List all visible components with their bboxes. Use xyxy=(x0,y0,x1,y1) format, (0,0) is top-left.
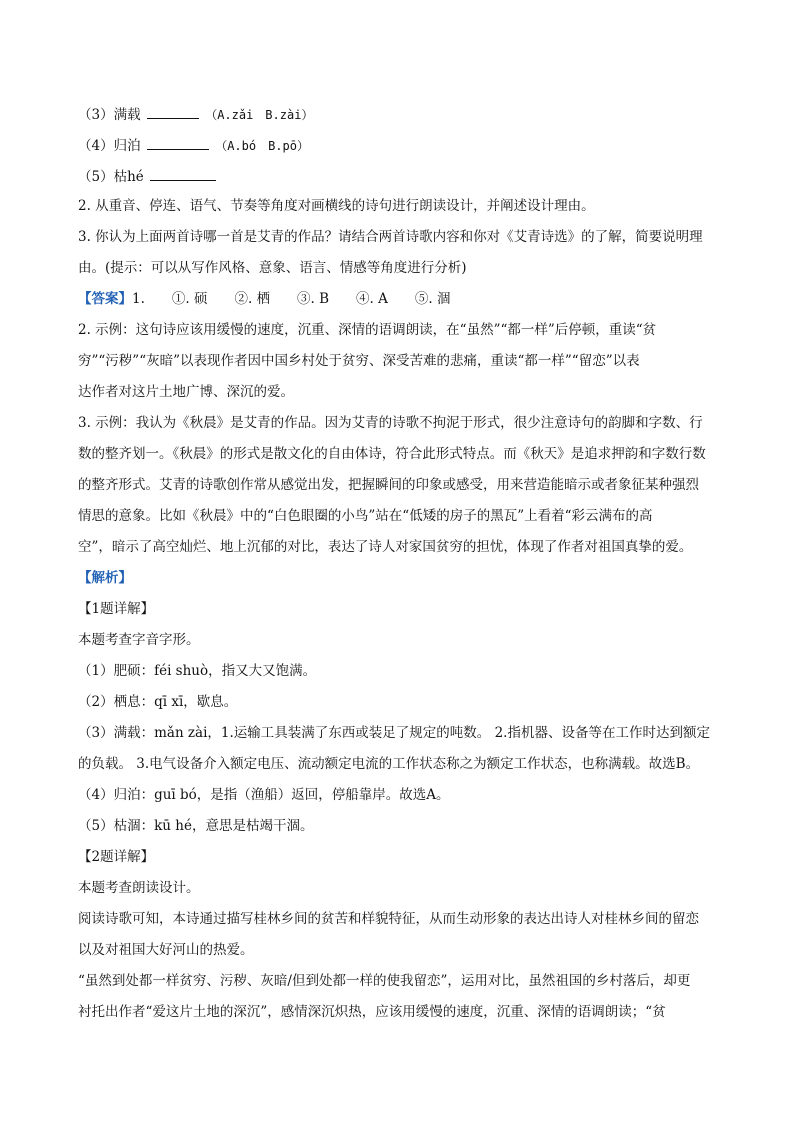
section-1-intro: 本题考查字音字形。 xyxy=(78,632,200,648)
answer-3-line-4: 情思的意象。比如《秋晨》中的“白色眼圈的小鸟”站在“低矮的房子的黑瓦”上看着“彩云满布的高 xyxy=(78,508,653,524)
answer-blank xyxy=(147,104,199,119)
answer-tag: 【答案】 xyxy=(78,291,132,307)
answer-3-line-2: 数的整齐划一。《秋晨》的形式是散文化的自由体诗，符合此形式特点。而《秋天》是追求押韵和字数行数 xyxy=(78,446,706,462)
section-2-para-1-line-2: 以及对祖国大好河山的热爱。 xyxy=(78,942,254,958)
answer-3-line-5: 空”，暗示了高空灿烂、地上沉郁的对比，表达了诗人对家国贫穷的担忧，体现了作者对祖国真挚的爱。 xyxy=(78,539,693,555)
answer-3-line-1: 3. 示例：我认为《秋晨》是艾青的作品。因为艾青的诗歌不拘泥于形式，很少注意诗句的韵脚和字数、行 xyxy=(78,415,703,431)
section-1-item-1: （1）肥硕：féi shuò，指又大又饱满。 xyxy=(78,663,317,679)
q1-item-5 xyxy=(78,166,724,186)
section-1-item-4: （4）归泊：guī bó，是指（渔船）返回，停船靠岸。故选A。 xyxy=(78,787,450,803)
section-1-item-2: （2）栖息：qī xī，歇息。 xyxy=(78,694,238,710)
section-1-item-3-line-2: 的负载。 3.电气设备介入额定电压、流动额定电流的工作状态称之为额定工作状态，也称满载。故选B。 xyxy=(78,756,700,772)
q1-item-3 xyxy=(78,104,724,124)
question-3-line-1: 3. 你认为上面两首诗哪一首是艾青的作品？请结合两首诗歌内容和你对《艾青诗选》的了解，简要说明理 xyxy=(78,229,703,245)
question-3-line-2: 由。(提示：可以从写作风格、意象、语言、情感等角度进行分析) xyxy=(78,260,467,276)
analysis-label: 【解析】 xyxy=(78,570,132,586)
answer-2-line-1: 2. 示例：这句诗应该用缓慢的速度，沉重、深情的语调朗读，在“虽然”“都一样”后停顿，重读“贫 xyxy=(78,322,657,338)
q1-item-3-options: （A.zǎi B.zài） xyxy=(205,108,314,122)
analysis-tag xyxy=(78,569,724,587)
section-2-intro: 本题考查朗读设计。 xyxy=(78,880,200,896)
answer-line-1 xyxy=(78,290,724,308)
section-2-para-1-line-1: 阅读诗歌可知，本诗通过描写桂林乡间的贫苦和样貌特征，从而生动形象的表达出诗人对桂林乡间的留恋 xyxy=(78,911,699,927)
q1-item-3-label: （3）满载 xyxy=(78,107,141,123)
section-1-heading: 【1题详解】 xyxy=(78,601,155,617)
q1-item-5-label: （5）枯hé xyxy=(78,169,144,185)
question-2: 2. 从重音、停连、语气、节奏等角度对画横线的诗句进行朗读设计，并阐述设计理由。 xyxy=(78,198,595,214)
section-2-para-2-line-1: “虽然到处都一样贫穷、污秽、灰暗/但到处都一样的使我留恋”，运用对比，虽然祖国的乡村落后，却更 xyxy=(78,973,691,989)
answer-blank xyxy=(147,135,209,150)
section-1-item-3-line-1: （3）满载：mǎn zài，1.运输工具装满了东西或装足了规定的吨数。 2.指机器、设备等在工作时达到额定 xyxy=(78,725,710,741)
q1-item-4-options: （A.bó B.pō） xyxy=(215,139,309,153)
section-2-para-2-line-2: 衬托出作者“爱这片土地的深沉”，感情深沉炽热，应该用缓慢的速度，沉重、深情的语调朗读；“贫 xyxy=(78,1004,666,1020)
answer-blank xyxy=(150,166,216,181)
section-1-item-5: （5）枯涸：kū hé，意思是枯竭干涸。 xyxy=(78,818,314,834)
answer-3-line-3: 的整齐形式。艾青的诗歌创作常从感觉出发，把握瞬间的印象或感受，用来营造能暗示或者象征某种强烈 xyxy=(78,477,699,493)
answer-2-line-2: 穷”“污秽”“灰暗”以表现作者因中国乡村处于贫穷、深受苦难的悲痛，重读“都一样”“留恋”以表 xyxy=(78,353,640,369)
q1-item-4-label: （4）归泊 xyxy=(78,138,141,154)
q1-item-4 xyxy=(78,135,724,155)
answer-2-line-3: 达作者对这片土地广博、深沉的爱。 xyxy=(78,384,294,400)
answer-1: 1. ①. 硕 ②. 栖 ③. B ④. A ⑤. 涸 xyxy=(132,291,451,307)
section-2-heading: 【2题详解】 xyxy=(78,849,155,865)
